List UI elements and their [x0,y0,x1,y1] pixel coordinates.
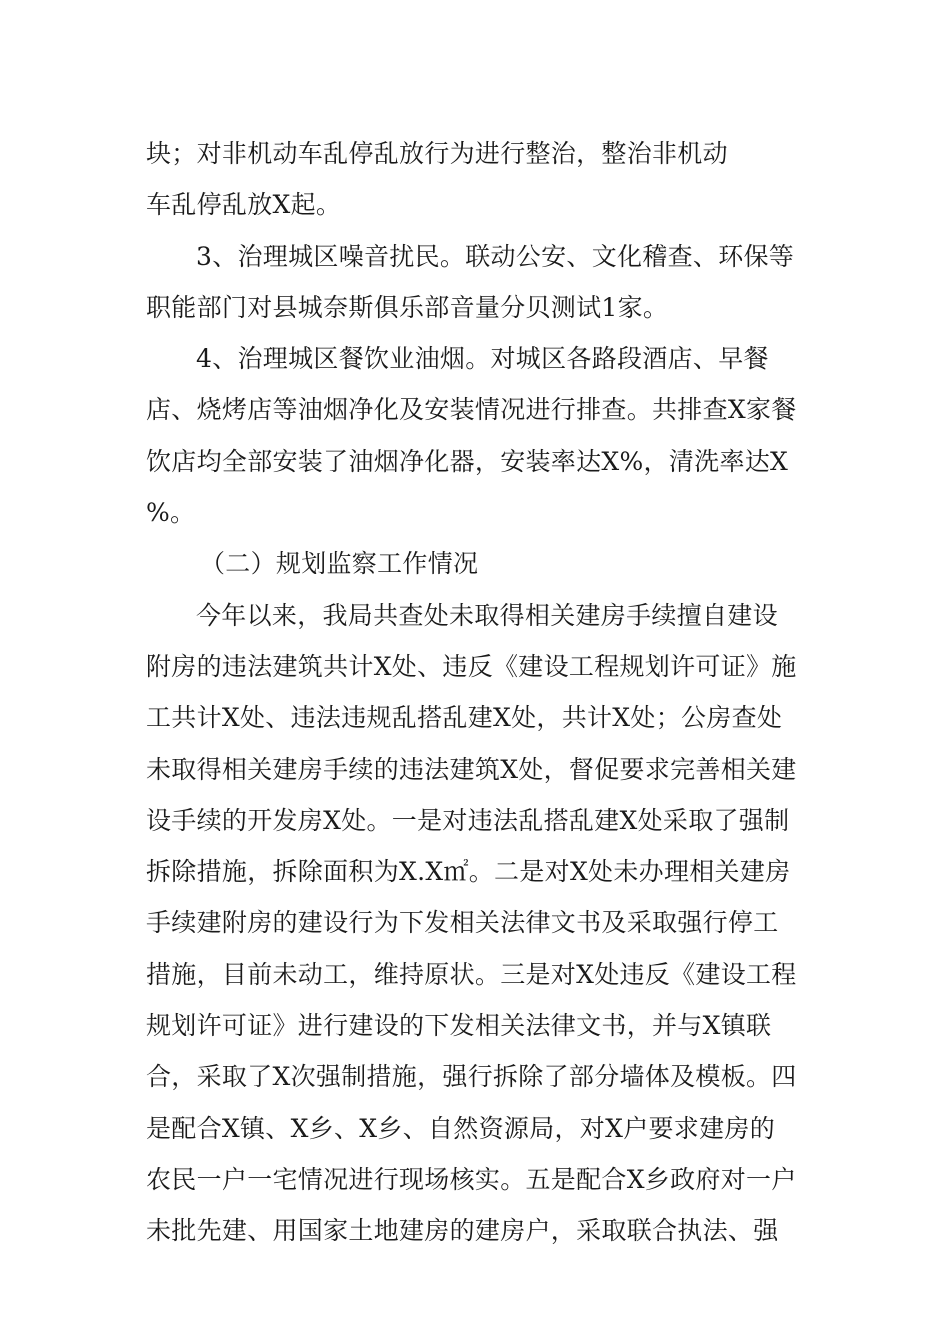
text-line: 拆除措施，拆除面积为X.X㎡。二是对X处未办理相关建房 [146,857,791,887]
section-heading: （二）规划监察工作情况 [200,549,479,579]
text-line: 未批先建、用国家土地建房的建房户，采取联合执法、强 [146,1216,779,1246]
text-line: 合，采取了X次强制措施，强行拆除了部分墙体及模板。四 [146,1062,797,1092]
text-line: 农民一户一宅情况进行现场核实。五是配合X乡政府对一户 [146,1164,797,1194]
text-line: 块；对非机动车乱停乱放行为进行整治，整治非机动 [146,139,728,168]
text-line: 工共计X处、违法违规乱搭乱建X处，共计X处；公房查处 [146,703,783,733]
text-line: 饮店均全部安装了油烟净化器，安装率达X%，清洗率达X [146,446,789,476]
text-line: 设手续的开发房X处。一是对违法乱搭乱建X处采取了强制 [146,805,790,835]
document-body [146,128,806,1257]
text-line: 手续建附房的建设行为下发相关法律文书及采取强行停工 [146,908,779,938]
text-line: %。 [146,498,196,528]
text-line: 4、治理城区餐饮业油烟。对城区各路段酒店、早餐 [196,344,769,374]
text-line: 3、治理城区噪音扰民。联动公安、文化稽查、环保等 [196,241,795,271]
text-line: 今年以来，我局共查处未取得相关建房手续擅自建设 [196,600,778,630]
text-line: 车乱停乱放X起。 [146,190,342,220]
text-line: 未取得相关建房手续的违法建筑X处，督促要求完善相关建 [146,754,797,784]
text-line: 措施，目前未动工，维持原状。三是对X处违反《建设工程 [146,959,797,989]
text-line: 附房的违法建筑共计X处、违反《建设工程规划许可证》施 [146,651,797,681]
text-line: 规划许可证》进行建设的下发相关法律文书，并与X镇联 [146,1011,772,1041]
text-line: 店、烧烤店等油烟净化及安装情况进行排查。共排查X家餐 [146,395,797,425]
text-line: 是配合X镇、X乡、X乡、自然资源局，对X户要求建房的 [146,1113,775,1143]
text-line: 职能部门对县城奈斯俱乐部音量分贝测试1家。 [146,292,669,322]
